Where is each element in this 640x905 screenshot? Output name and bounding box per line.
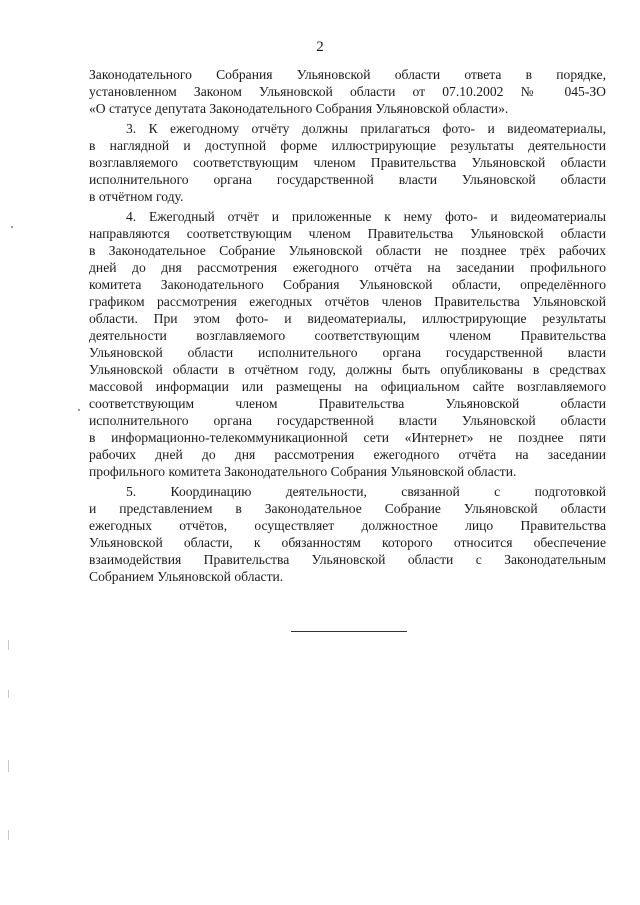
text-line: 5. Координацию деятельности, связанной с подготовкой [126,484,606,499]
text-line: графиком рассмотрения ежегодных отчётов членов Правительства Ульяновской [89,294,606,309]
text-line: Ульяновской области исполнительного органа государственной власти [89,345,606,360]
text-line: в наглядной и доступной форме иллюстрирующие результаты деятельности [89,138,606,153]
text-line: соответствующим членом Правительства Ульяновской области [89,396,606,411]
text-line: исполнительного органа государственной власти Ульяновской области [89,172,606,187]
text-line: области. При этом фото- и видеоматериалы, иллюстрирующие результаты [89,311,606,326]
text-line: Ульяновской области в отчётном году, должны быть опубликованы в средствах [89,362,606,377]
scan-edge-mark [8,640,9,650]
text-line: в Законодательное Собрание Ульяновской области не позднее трёх рабочих [89,243,606,258]
text-line: комитета Законодательного Собрания Ульяновской области, определённого [89,277,606,292]
text-line: 3. К ежегодному отчёту должны прилагаться фото- и видеоматериалы, [126,121,606,136]
text-line: Законодательного Собрания Ульяновской области ответа в порядке, [89,67,606,82]
text-line: дней до дня рассмотрения ежегодного отчёта на заседании профильного [89,260,606,275]
text-line: в отчётном году. [89,189,184,204]
text-line: возглавляемого соответствующим членом Правительства Ульяновской области [89,155,606,170]
text-line: массовой информации или размещены на официальном сайте возглавляемого [89,379,606,394]
text-line: «О статусе депутата Законодательного Собрания Ульяновской области». [89,101,509,116]
page-number: 2 [316,39,324,55]
end-separator-line [291,631,407,632]
text-line: рабочих дней до дня рассмотрения ежегодного отчёта на заседании [89,447,606,462]
text-line: установленном Законом Ульяновской области от 07.10.2002 № 045-ЗО [89,84,606,99]
text-line: деятельности возглавляемого соответствующим членом Правительства [89,328,606,343]
scan-edge-mark [8,830,9,840]
text-line: 4. Ежегодный отчёт и приложенные к нему фото- и видеоматериалы [126,209,606,224]
text-line: и представлением в Законодательное Собрание Ульяновской области [89,501,606,516]
text-line: направляются соответствующим членом Правительства Ульяновской области [89,226,606,241]
text-line: Собранием Ульяновской области. [89,569,284,584]
text-line: ежегодных отчётов, осуществляет должностное лицо Правительства [89,518,606,533]
scan-artifact-dot [78,409,80,411]
text-line: профильного комитета Законодательного Собрания Ульяновской области. [89,464,517,479]
scan-edge-mark [8,690,9,698]
text-line: Ульяновской области, к обязанностям которого относится обеспечение [89,535,606,550]
text-line: исполнительного органа государственной власти Ульяновской области [89,413,606,428]
scan-artifact-dot [11,226,13,228]
scan-edge-mark [8,760,9,772]
text-line: взаимодействия Правительства Ульяновской области с Законодательным [89,552,606,567]
text-line: в информационно-телекоммуникационной сети «Интернет» не позднее пяти [89,430,606,445]
